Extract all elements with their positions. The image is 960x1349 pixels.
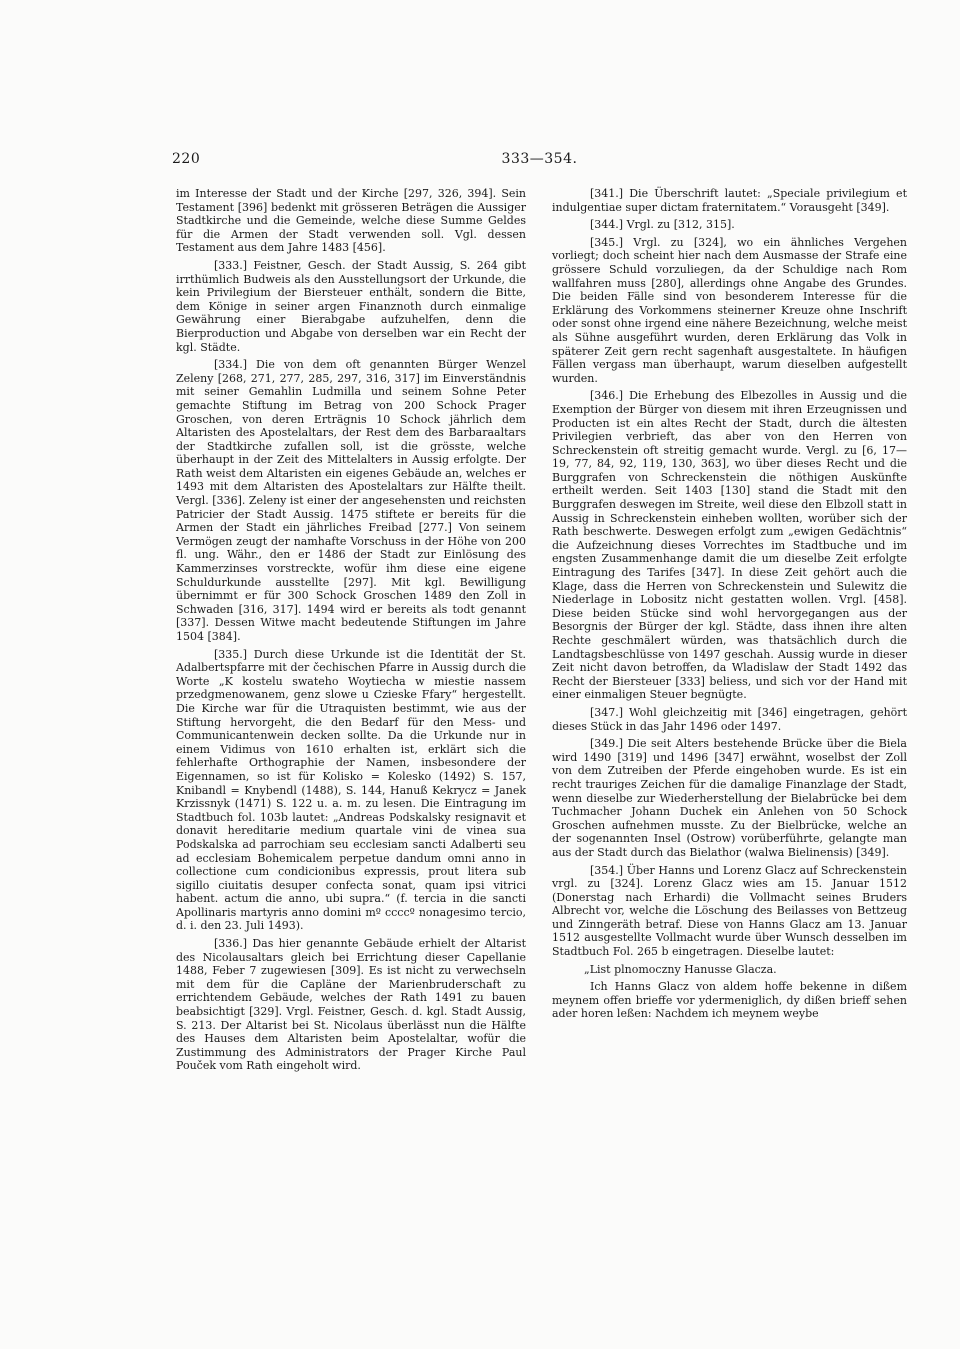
right-column <box>552 187 907 1025</box>
paragraph: [333.] Feistner, Gesch. der Stadt Aussig, S. 264 gibt irrthümlich Budweis als den Ausstellungsort der Urkunde, die kein Privilegium der Biersteuer enthält, sondern die Bitte, dem Könige in seiner argen Finanznoth durch einmalige Gewährung einer Bierabgabe aufzuhelfen, denn die Bierproduction und Abgabe von derselben war ein Recht der kgl. Städte. <box>176 258 526 354</box>
paragraph: [345.] Vrgl. zu [324], wo ein ähnliches Vergehen vorliegt; doch scheint hier nach dem Ausmasse der Strafe eine grössere Schuld vorzuliegen, da der Schuldige nach Rom wallfahren muss [280], allerdings ohne Angabe des Grundes. Die beiden Fälle sind von besonderem Interesse für die Erklärung des Vorkommens steinerner Kreuze ohne Inschrift oder sonst ohne irgend eine nähere Bezeichnung, welche meist als Sühne ausgeführt wurden, deren Erklärung das Volk in späterer Zeit gern recht sagenhaft ausgestaltete. In häufigen Fällen vergass man überhaupt, warum dieselben aufgestellt wurden. <box>552 235 907 385</box>
paragraph: im Interesse der Stadt und der Kirche [297, 326, 394]. Sein Testament [396] bedenkt mit grösseren Beträgen die Aussiger Stadtkirche und die Gemeinde, welche diese Summe Geldes für die Armen der Stadt verwenden soll. Vgl. dessen Testament aus dem Jahre 1483 [456]. <box>176 187 526 255</box>
paragraph: [334.] Die von dem oft genannten Bürger Wenzel Zeleny [268, 271, 277, 285, 297, 316, 317] im Einverständnis mit seiner Gemahlin Ludmilla und seinem Sohne Peter gemachte Stiftung im Betrag von 200 Schock Prager Groschen, von deren Erträgnis 10 Schock jährlich dem Altaristen des Apostelaltars, der Rest dem des Barbaraaltars der Stadtkirche zufallen soll, ist die grösste, welche überhaupt in der Zeit des Mittelalters in Aussig erfolgte. Der Rath weist dem Altaristen ein eigenes Gebäude an, welches er 1493 mit dem Altaristen des Apostelaltars zur Hälfte theilt. Vergl. [336]. Zeleny ist einer der angesehensten und reichsten Patricier der Stadt Aussig. 1475 stiftete er bereits für die Armen der Stadt ein jährliches Freibad [277.] Von seinem Vermögen zeugt der namhafte Vorschuss in der Höhe von 200 fl. ung. Währ., den er 1486 der Stadt zur Einlösung des Kammerzinses vorstreckte, wofür ihm diese eine eigene Schuldurkunde ausstellte [297]. Mit kgl. Bewilligung übernimmt er für 300 Schock Groschen 1489 den Zoll in Schwaden [316, 317]. 1494 wird er bereits als todt genannt [337]. Dessen Witwe macht bedeutende Stiftungen im Jahre 1504 [384]. <box>176 358 526 643</box>
page-number: 220 <box>172 151 201 167</box>
document-title: „List plnomoczny Hanusse Glacza. <box>584 962 777 976</box>
paragraph: [354.] Über Hanns und Lorenz Glacz auf Schreckenstein vrgl. zu [324]. Lorenz Glacz wies am 15. Januar 1512 (Donerstag nach Erhardi) die Vollmacht seines Bruders Albrecht vor, welche die Löschung des Beilasses von Bettzeug und Zinngeräth betraf. Diese von Hanns Glacz am 13. Januar 1512 ausgestellte Vollmacht wurde über Wunsch desselben im Stadtbuch Fol. 265 b eingetragen. Dieselbe lautet: <box>552 863 907 959</box>
paragraph: [336.] Das hier genannte Gebäude erhielt der Altarist des Nicolausaltars gleich bei Errichtung dieser Capellanie 1488, Feber 7 zugewiesen [309]. Es ist nicht zu verwechseln mit dem für die Capläne der Marienbruderschaft zu errichtendem Gebäude, welches der Rath 1491 zu bauen beabsichtigt [329]. Vrgl. Feistner, Gesch. d. kgl. Stadt Aussig, S. 213. Der Altarist bei St. Nicolaus überlässt nun die Hälfte des Hauses dem Altaristen beim Apostelaltar, wofür die Zustimmung des Administrators der Prager Kirche Paul Pouček vom Rath eingeholt wird. <box>176 937 526 1073</box>
paragraph: [346.] Die Erhebung des Elbezolles in Aussig und die Exemption der Bürger von diesem mit ihren Erzeugnissen und Producten ist ein altes Recht der Stadt, durch die ältesten Privilegien verbrieft, das aber von den Herren von Schreckenstein oft streitig gemacht wurde. Vergl. zu [6, 17—19, 77, 84, 92, 119, 130, 363], wo über dieses Recht und die Burggrafen von Schreckenstein die nöthigen Auskünfte ertheilt werden. Seit 1403 [130] stand die Stadt mit den Burggrafen deswegen im Streite, weil diese den Elbzoll statt in Aussig in Schreckenstein einheben wollten, worüber sich der Rath beschwerte. Deswegen erfolgt zum „ewigen Gedächtnis“ die Aufzeichnung dieses Vorrechtes im Stadtbuche und im engsten Zusammenhange damit die um dieselbe Zeit erfolgte Eintragung des Tarifes [347]. In diese Zeit gehört auch die Klage, dass die Herren von Schreckenstein und Sulewitz die Niederlage in Lobositz nicht gestatten wollen. Vrgl. [458]. Diese beiden Stücke sind wohl hervorgegangen aus der Besorgnis der Bürger der kgl. Städte, dass ihnen ihre alten Rechte geschmälert würden, was thatsächlich durch die Landtagsbeschlüsse von 1497 geschah. Aussig wurde in dieser Zeit nicht davon betroffen, da Wladislaw der Stadt 1492 das Recht der Biersteuer [333] beliess, und sich vor der Hand mit einer einmaligen Steuer begnügte. <box>552 389 907 702</box>
paragraph: [341.] Die Überschrift lautet: „Speciale privilegium et indulgentiae super dictam fraternitatem.“ Vorausgeht [349]. <box>552 187 907 214</box>
page-header <box>172 151 907 171</box>
paragraph: [344.] Vrgl. zu [312, 315]. <box>590 218 735 232</box>
running-title: 333—354. <box>501 151 578 167</box>
paragraph: [349.] Die seit Alters bestehende Brücke über die Biela wird 1490 [319] und 1496 [347] erwähnt, woselbst der Zoll von dem Zutreiben der Pferde eingehoben wurde. Es ist ein recht trauriges Zeichen für die damalige Finanzlage der Stadt, wenn dieselbe zur Wiederherstellung der Bielabrücke bei dem Tuchmacher Johann Duchek ein Anlehen von 50 Schock Groschen aufnehmen musste. Zu der Bielbrücke, welche an der sogenannten Insel (Ostrow) vorüberführte, gelangte man aus der Stadt durch das Bielathor (walwa Bielinensis) [349]. <box>552 737 907 859</box>
paragraph: Ich Hanns Glacz von aldem hoffe bekenne in dißem meynem offen brieffe vor ydermeniglich, dy dißen brieff sehen ader horen leßen: Nachdem ich meynem weybe <box>552 980 907 1021</box>
paragraph: [347.] Wohl gleichzeitig mit [346] eingetragen, gehört dieses Stück in das Jahr 1496 oder 1497. <box>552 705 907 733</box>
left-column <box>176 187 526 1077</box>
paragraph: [335.] Durch diese Urkunde ist die Identität der St. Adalbertspfarre mit der čechischen Pfarre in Aussig durch die Worte „K kostelu swateho Woytiecha w miestie nassem przedgmenowanem, genz slowe u Czieske Ffary“ hergestellt. Die Kirche war für die Utraquisten bestimmt, wie aus der Stiftung hervorgeht, die den Bedarf für den Mess- und Communicantenwein decken sollte. Da die Urkunde nur in einem Vidimus von 1610 erhalten ist, erklärt sich die fehlerhafte Orthographie der Namen, insbesondere der Eigennamen, so ist für Kolisko = Kolesko (1492) S. 157, Knibandl = Knybendl (1488), S. 144, Hanuß Kekrycz = Janek Krzissnyk (1471) S. 122 u. a. m. zu lesen. Die Eintragung im Stadtbuch fol. 103b lautet: „Andreas Podskalsky resignavit et donavit hereditarie medium quartale vini de vinea sua Podskalska ad parrochiam seu ecclesiam sancti Adalberti seu ad ecclesiam Bohemicalem perpetue dandum omni anno in collectione cum condicionibus expressis, prout litera sub sigillo ciuitatis desuper confecta sonat, quam ipsi vitrici habent. actum die anno, ubi supra.“ (f. tercia in die sancti Apollinaris martyris anno domini mº ccccº nonagesimo tercio, d. i. den 23. Juli 1493). <box>176 647 526 933</box>
